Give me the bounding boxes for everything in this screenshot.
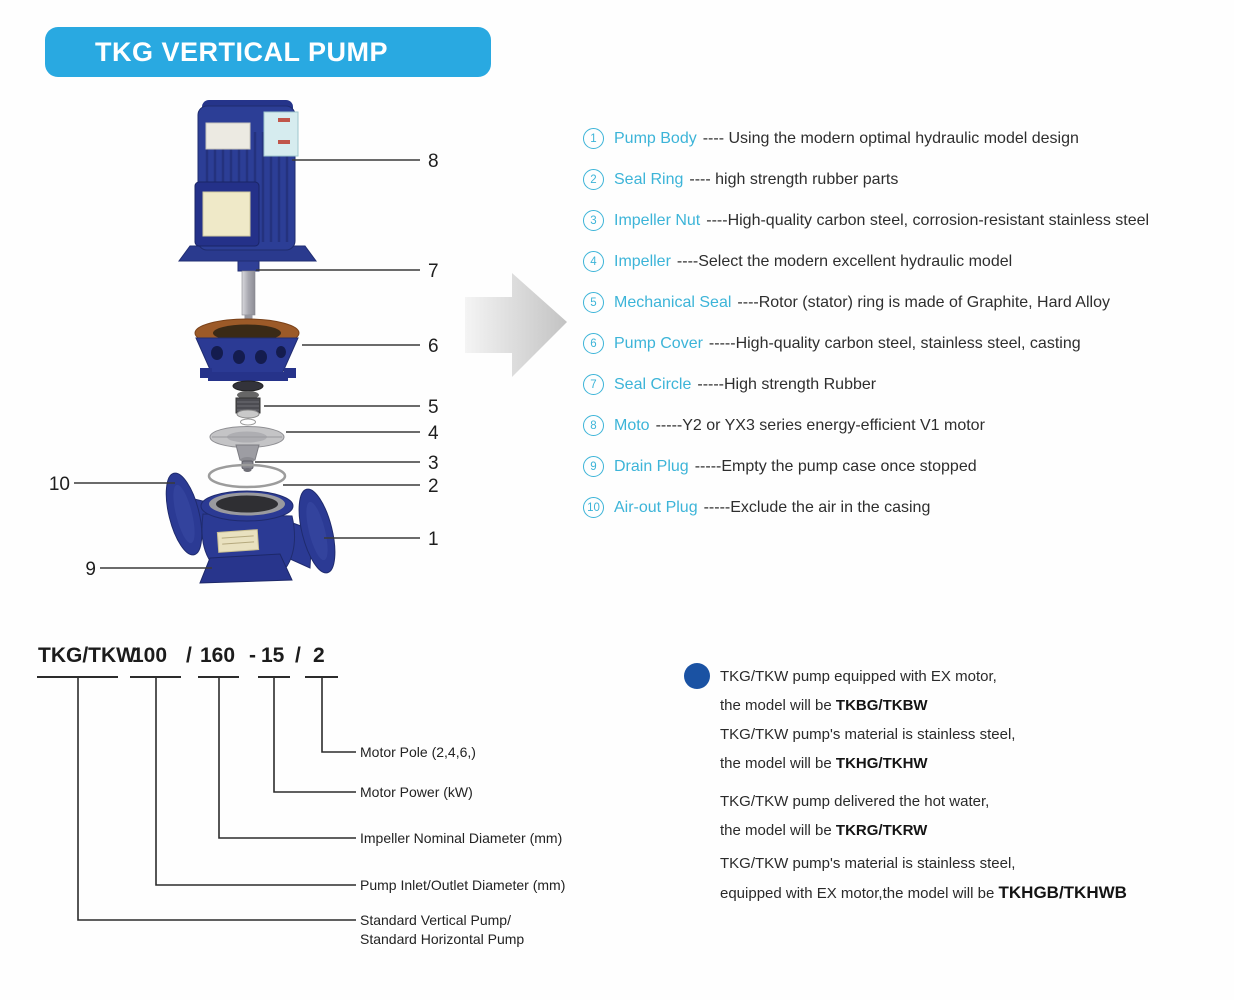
part-name: Drain Plug — [614, 457, 689, 475]
callout-8: 8 — [428, 151, 439, 172]
pump-exploded-diagram — [40, 90, 580, 620]
label-motor-power: Motor Power (kW) — [360, 784, 473, 800]
part-name: Seal Ring — [614, 170, 684, 188]
model-separator: / — [186, 644, 192, 667]
shaft — [238, 261, 259, 328]
mechanical-seal — [233, 381, 263, 425]
model-segment-inlet: 100 — [132, 644, 168, 667]
callout-6: 6 — [428, 336, 439, 357]
part-name: Pump Cover — [614, 334, 703, 352]
flow-arrow-icon — [465, 273, 567, 377]
part-number-badge: 6 — [583, 333, 604, 354]
note-line: the model will be TKRG/TKRW — [720, 822, 928, 839]
part-list-item — [583, 446, 1234, 487]
model-separator: / — [295, 644, 301, 667]
part-list-item — [583, 159, 1234, 200]
model-segment-impeller: 160 — [200, 644, 236, 667]
label-impeller-diameter: Impeller Nominal Diameter (mm) — [360, 830, 563, 846]
callout-9: 9 — [85, 559, 96, 580]
label-motor-pole: Motor Pole (2,4,6,) — [360, 744, 476, 760]
callout-3: 3 — [428, 453, 439, 474]
bullet-icon — [684, 663, 710, 689]
part-list-item — [583, 405, 1234, 446]
model-connector-lines — [78, 677, 356, 920]
part-name: Impeller Nut — [614, 211, 701, 229]
note-line: the model will be TKHG/TKHW — [720, 755, 928, 772]
part-list-item — [583, 323, 1234, 364]
part-name: Moto — [614, 416, 650, 434]
pump-foot — [200, 554, 292, 583]
part-name: Pump Body — [614, 129, 697, 147]
part-description: ----Rotor (stator) ring is made of Graphite, Hard Alloy — [737, 293, 1110, 311]
part-name: Air-out Plug — [614, 498, 698, 516]
part-number-badge: 3 — [583, 210, 604, 231]
impeller — [210, 427, 284, 464]
callout-5: 5 — [428, 397, 439, 418]
part-number-badge: 1 — [583, 128, 604, 149]
part-description: ---- Using the modern optimal hydraulic model design — [702, 129, 1079, 147]
title-banner — [45, 27, 491, 77]
note-line: the model will be TKBG/TKBW — [720, 697, 928, 714]
part-name: Seal Circle — [614, 375, 692, 393]
part-list-item — [583, 282, 1234, 323]
label-inlet-diameter: Pump Inlet/Outlet Diameter (mm) — [360, 877, 566, 893]
part-number-badge: 7 — [583, 374, 604, 395]
model-separator: - — [249, 644, 256, 667]
model-segment-pole: 2 — [313, 644, 325, 667]
note-line: equipped with EX motor,the model will be TKHGB/TKHWB — [720, 883, 1127, 902]
model-segment-power: 15 — [261, 644, 285, 667]
note-line: TKG/TKW pump's material is stainless steel, — [720, 726, 1016, 743]
part-description: ----Select the modern excellent hydraulic model — [676, 252, 1013, 270]
part-description: -----High strength Rubber — [697, 375, 877, 393]
part-list-item — [583, 200, 1234, 241]
part-number-badge: 10 — [583, 497, 604, 518]
label-series-line2: Standard Horizontal Pump — [360, 931, 525, 947]
parts-list — [583, 118, 1234, 528]
part-description: -----Y2 or YX3 series energy-efficient V1 motor — [655, 416, 985, 434]
impeller-nut — [242, 461, 253, 472]
callout-1: 1 — [428, 529, 439, 550]
part-description: -----Exclude the air in the casing — [703, 498, 931, 516]
part-list-item — [583, 364, 1234, 405]
part-description: ----High-quality carbon steel, corrosion-resistant stainless steel — [706, 211, 1150, 229]
note-line: TKG/TKW pump's material is stainless steel, — [720, 855, 1016, 872]
part-name: Impeller — [614, 252, 671, 270]
part-number-badge: 8 — [583, 415, 604, 436]
callout-10: 10 — [48, 474, 70, 495]
callout-7: 7 — [428, 261, 439, 282]
motor-nameplate — [206, 123, 250, 149]
part-number-badge: 9 — [583, 456, 604, 477]
part-description: ---- high strength rubber parts — [689, 170, 899, 188]
motor — [179, 100, 316, 261]
pump-cover — [195, 319, 299, 381]
part-list-item — [583, 487, 1234, 528]
part-description: -----High-quality carbon steel, stainless steel, casting — [708, 334, 1081, 352]
model-segment-series: TKG/TKW — [38, 644, 136, 667]
callout-4: 4 — [428, 423, 439, 444]
label-series-line1: Standard Vertical Pump/ — [360, 912, 511, 928]
note-line: TKG/TKW pump equipped with EX motor, — [720, 668, 997, 685]
part-list-item — [583, 241, 1234, 282]
model-variant-notes — [684, 662, 1184, 908]
part-description: -----Empty the pump case once stopped — [694, 457, 977, 475]
part-number-badge: 4 — [583, 251, 604, 272]
part-number-badge: 5 — [583, 292, 604, 313]
part-list-item — [583, 118, 1234, 159]
callout-2: 2 — [428, 476, 439, 497]
page-title: TKG VERTICAL PUMP — [95, 36, 389, 67]
part-number-badge: 2 — [583, 169, 604, 190]
part-name: Mechanical Seal — [614, 293, 732, 311]
model-code-diagram — [20, 630, 640, 960]
note-line: TKG/TKW pump delivered the hot water, — [720, 793, 990, 810]
